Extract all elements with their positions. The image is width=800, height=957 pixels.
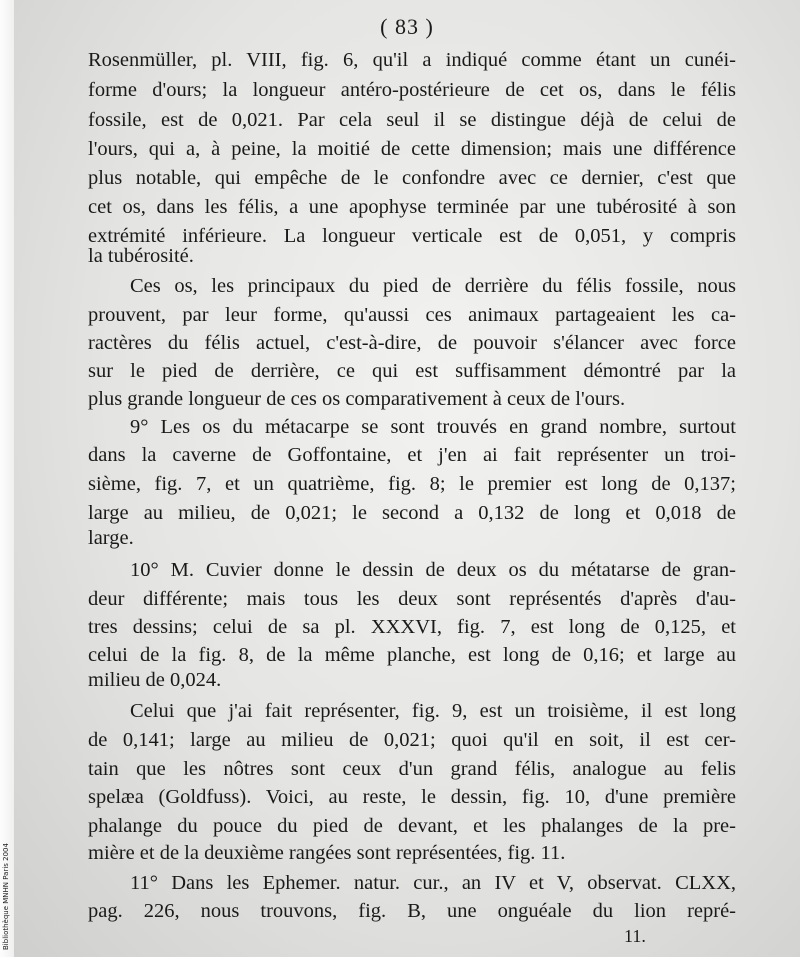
text-line: la tubérosité. (88, 245, 194, 267)
book-page (14, 0, 800, 957)
text-line: 11° Dans les Ephemer. natur. cur., an IV et V, observat. CLXX, (130, 872, 736, 894)
text-line: de 0,141; large au milieu de 0,021; quoi qu'il en soit, il est cer- (88, 729, 736, 751)
text-line: phalange du pouce du pied de devant, et les phalanges de la pre- (88, 815, 736, 837)
library-stamp (0, 830, 14, 957)
text-line: ractères du félis actuel, c'est-à-dire, de pouvoir s'élancer avec force (88, 332, 736, 354)
text-line: forme d'ours; la longueur antéro-postérieure de cet os, dans le félis (88, 79, 736, 101)
text-line: large. (88, 527, 134, 549)
text-line: plus notable, qui empêche de le confondre avec ce dernier, c'est que (88, 167, 736, 189)
text-line: 9° Les os du métacarpe se sont trouvés en grand nombre, surtout (130, 416, 736, 438)
text-line: dans la caverne de Goffontaine, et j'en ai fait représenter un troi- (88, 444, 736, 466)
text-line: fossile, est de 0,021. Par cela seul il se distingue déjà de celui de (88, 109, 736, 131)
text-line: large au milieu, de 0,021; le second a 0,132 de long et 0,018 de (88, 502, 736, 524)
text-line: mière et de la deuxième rangées sont représentées, fig. 11. (88, 842, 566, 864)
text-line: spelæa (Goldfuss). Voici, au reste, le dessin, fig. 10, d'une première (88, 786, 736, 808)
text-line: Celui que j'ai fait représenter, fig. 9, est un troisième, il est long (130, 700, 736, 722)
text-line: tres dessins; celui de sa pl. XXXVI, fig. 7, est long de 0,125, et (88, 616, 736, 638)
scan-margin (0, 0, 14, 957)
text-line: prouvent, par leur forme, qu'aussi ces animaux partageaient les ca- (88, 304, 736, 326)
page-number: ( 83 ) (380, 14, 434, 39)
text-line: sur le pied de derrière, ce qui est suffisamment démontré par la (88, 360, 736, 382)
text-line: cet os, dans les félis, a une apophyse terminée par une tubérosité à son (88, 196, 736, 218)
catchword: 11. (624, 926, 646, 946)
text-line: plus grande longueur de ces os comparativement à ceux de l'ours. (88, 388, 626, 410)
text-line: 10° M. Cuvier donne le dessin de deux os du métatarse de gran- (130, 559, 736, 581)
text-line: tain que les nôtres sont ceux d'un grand félis, analogue au felis (88, 758, 736, 780)
text-line: deur différente; mais tous les deux sont représentés d'après d'au- (88, 588, 736, 610)
text-line: Rosenmüller, pl. VIII, fig. 6, qu'il a indiqué comme étant un cunéi- (88, 49, 736, 71)
library-stamp-text: Bibliothèque MNHN Paris 2004 (2, 843, 10, 950)
text-line: milieu de 0,024. (88, 669, 222, 691)
text-line: sième, fig. 7, et un quatrième, fig. 8; le premier est long de 0,137; (88, 473, 736, 495)
text-line: extrémité inférieure. La longueur verticale est de 0,051, y compris (88, 225, 736, 247)
text-line: pag. 226, nous trouvons, fig. B, une onguéale du lion repré- (88, 900, 736, 922)
text-line: celui de la fig. 8, de la même planche, est long de 0,16; et large au (88, 644, 736, 666)
text-line: Ces os, les principaux du pied de derrière du félis fossile, nous (130, 275, 736, 297)
text-line: l'ours, qui a, à peine, la moitié de cette dimension; mais une différence (88, 138, 736, 160)
